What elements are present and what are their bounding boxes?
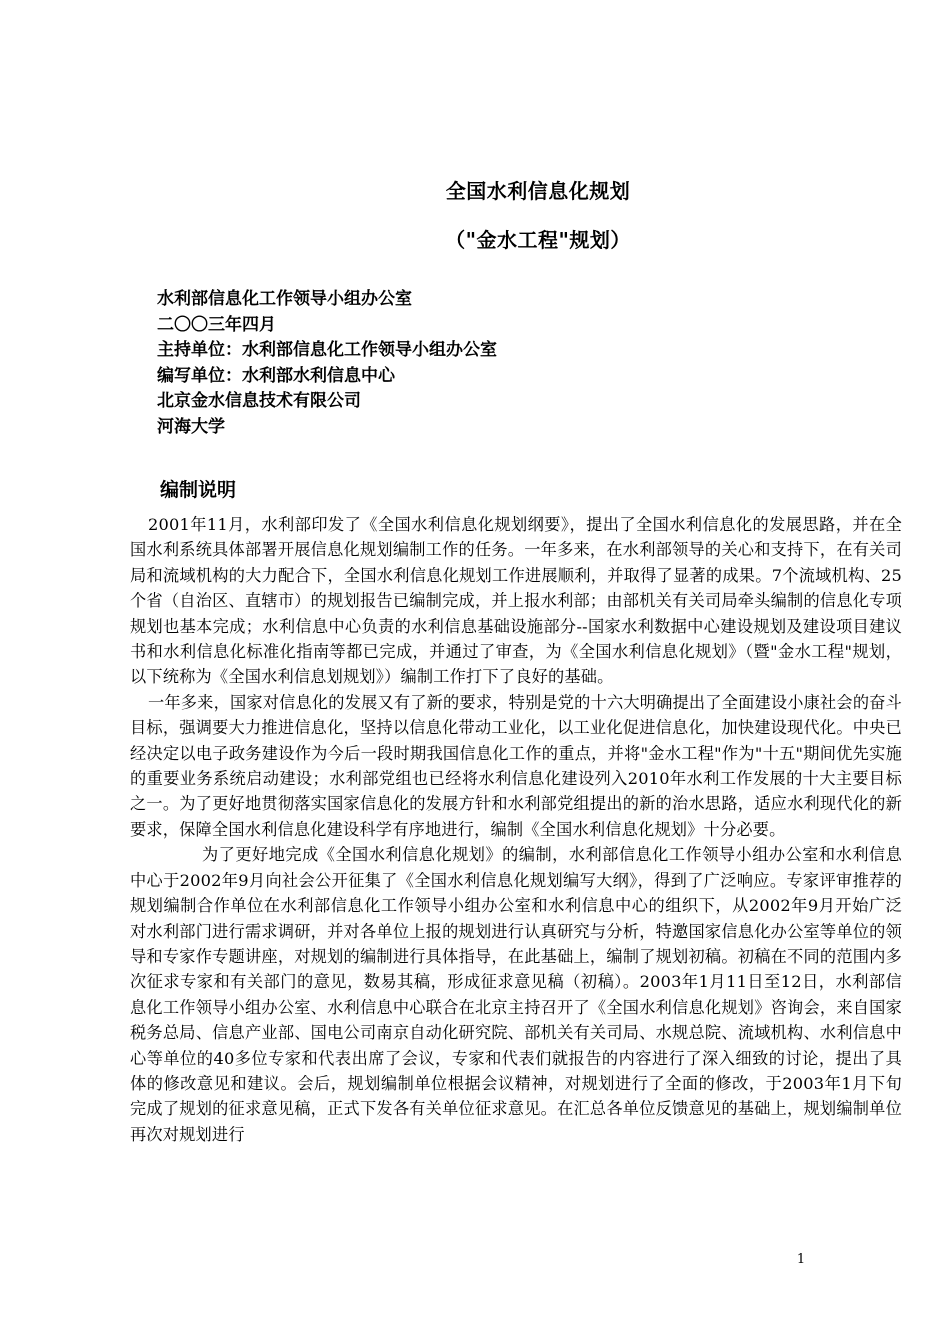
paragraph-2: 一年多来，国家对信息化的发展又有了新的要求，特别是党的十六大明确提出了全面建设小康社会的奋斗目标，强调要大力推进信息化，坚持以信息化带动工业化，以工业化促进信息化，加快建设现代化。中央已经决定以电子政务建设作为今后一段时期我国信息化工作的重点，并将"金水工程"作为"十五"期间优先实施的重要业务系统启动建设；水利部党组也已经将水利信息化建设列入2010年水利工作发展的十大主要目标之一。为了更好地贯彻落实国家信息化的发展方针和水利部党组提出的新的治水思路，适应水利现代化的新要求，保障全国水利信息化建设科学有序地进行，编制《全国水利信息化规划》十分必要。 [130, 692, 902, 839]
document-subtitle: （"金水工程"规划） [445, 228, 631, 252]
body-text [130, 512, 902, 1147]
meta-line-writing-unit: 编写单位：水利部水利信息中心 [157, 365, 395, 386]
meta-line-date: 二〇〇三年四月 [157, 314, 276, 335]
section-heading: 编制说明 [160, 479, 237, 501]
meta-line-university: 河海大学 [157, 416, 225, 437]
meta-line-office: 水利部信息化工作领导小组办公室 [157, 289, 412, 309]
paragraph-1: 2001年11月，水利部印发了《全国水利信息化规划纲要》，提出了全国水利信息化的发展思路，并在全国水利系统具体部署开展信息化规划编制工作的任务。一年多来，在水利部领导的关心和支持下，在有关司局和流域机构的大力配合下，全国水利信息化规划工作进展顺利，并取得了显著的成果。7个流域机构、25个省（自治区、直辖市）的规划报告已编制完成，并上报水利部；由部机关有关司局牵头编制的信息化专项规划也基本完成；水利信息中心负责的水利信息基础设施部分--国家水利数据中心建设规划及建设项目建议书和水利信息化标准化指南等都已完成，并通过了审查，为《全国水利信息化规划》（暨"金水工程"规划，以下统称为《全国水利信息划规划》）编制工作打下了良好的基础。 [130, 515, 902, 687]
page-number: 1 [796, 1252, 806, 1267]
meta-line-host-unit: 主持单位：水利部信息化工作领导小组办公室 [157, 340, 497, 360]
paragraph-3: 为了更好地完成《全国水利信息化规划》的编制，水利部信息化工作领导小组办公室和水利信息中心于2002年9月向社会公开征集了《全国水利信息化规划编写大纲》，得到了广泛响应。专家评审推荐的规划编制合作单位在水利部信息化工作领导小组办公室和水利信息中心的组织下，从2002年9月开始广泛对水利部门进行需求调研，并对各单位上报的规划进行认真研究与分析，特邀国家信息化办公室等单位的领导和专家作专题讲座，对规划的编制进行具体指导，在此基础上，编制了规划初稿。初稿在不同的范围内多次征求专家和有关部门的意见，数易其稿，形成征求意见稿（初稿）。2003年1月11日至12日，水利部信息化工作领导小组办公室、水利信息中心联合在北京主持召开了《全国水利信息化规划》咨询会，来自国家税务总局、信息产业部、国电公司南京自动化研究院、部机关有关司局、水规总院、流域机构、水利信息中心等单位的40多位专家和代表出席了会议，专家和代表们就报告的内容进行了深入细致的讨论，提出了具体的修改意见和建议。会后，规划编制单位根据会议精神，对规划进行了全面的修改，于2003年1月下旬完成了规划的征求意见稿，正式下发各有关单位征求意见。在汇总各单位反馈意见的基础上，规划编制单位再次对规划进行 [130, 845, 902, 1144]
document-title: 全国水利信息化规划 [445, 179, 631, 203]
document-meta-block [157, 287, 497, 440]
meta-line-company: 北京金水信息技术有限公司 [157, 391, 361, 411]
